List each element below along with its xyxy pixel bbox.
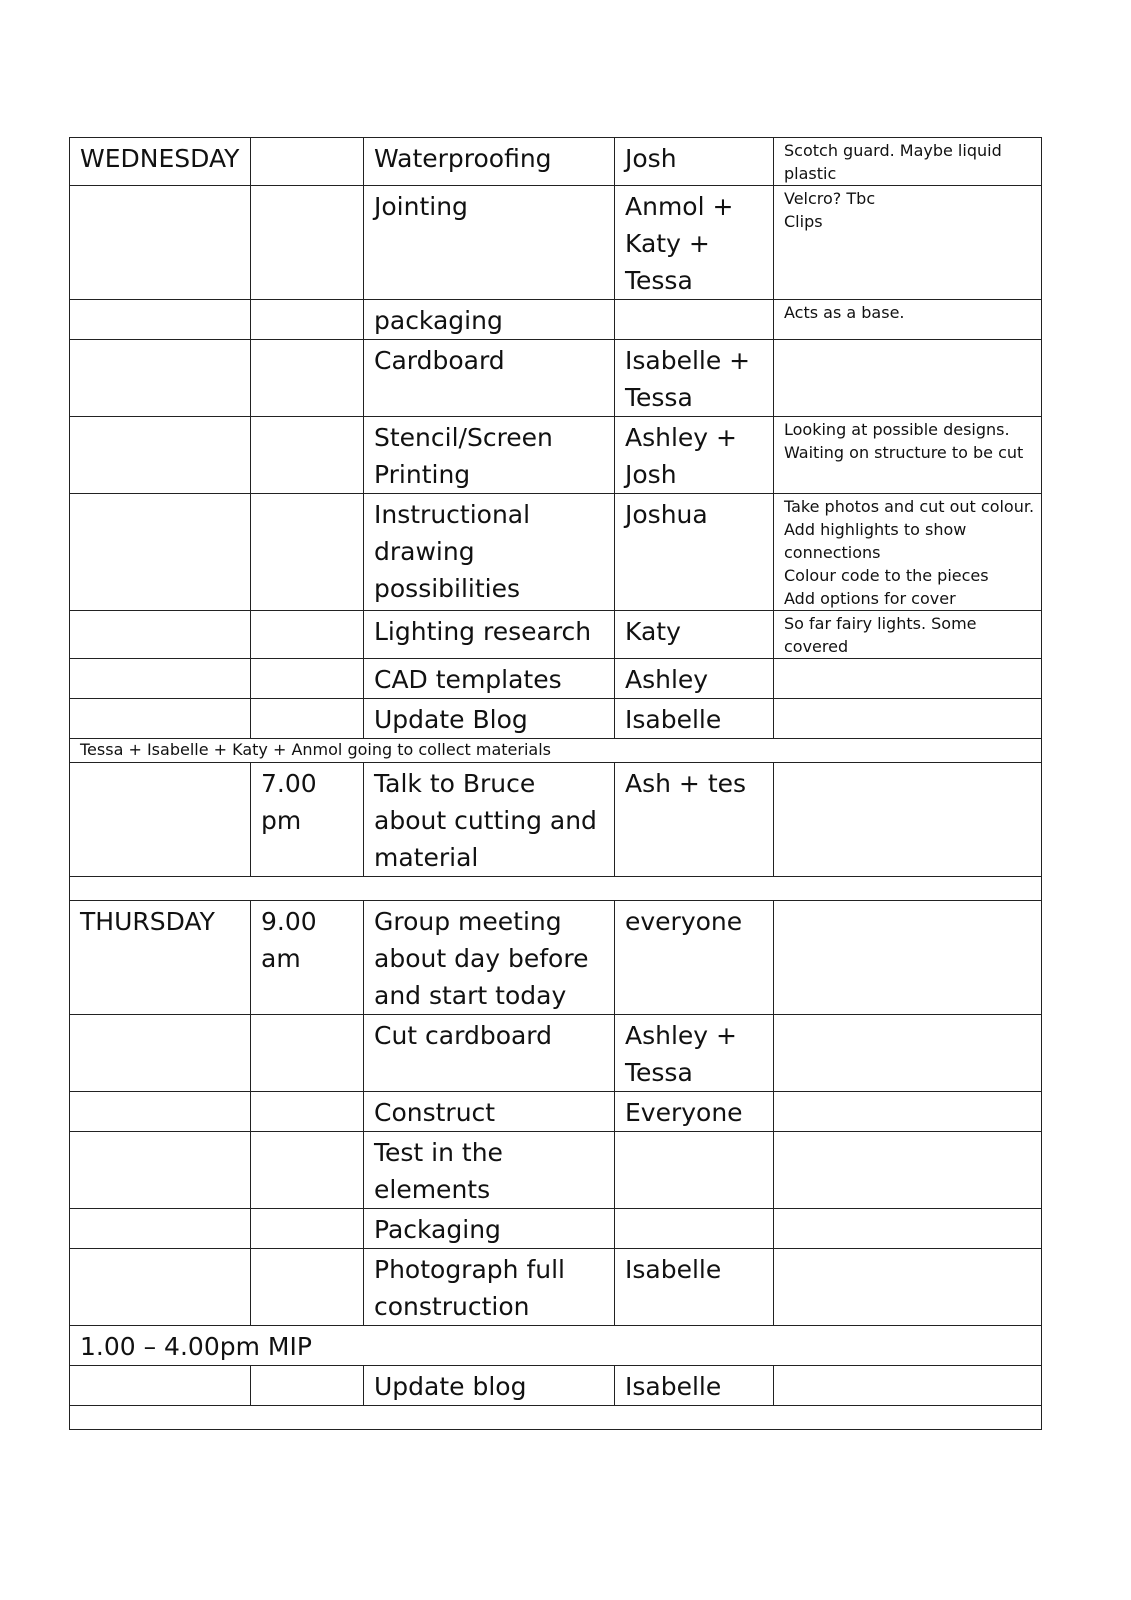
table-row (70, 699, 1042, 739)
task-cell: Update Blog (364, 699, 615, 739)
table-row (70, 1249, 1042, 1326)
table-row (70, 659, 1042, 699)
who-cell: Isabelle (615, 1249, 774, 1326)
note-cell (774, 1249, 1042, 1326)
note-cell (774, 1092, 1042, 1132)
day-cell (70, 300, 251, 340)
task-cell: Talk to Bruce about cutting and material (364, 763, 615, 877)
table-row (70, 138, 1042, 186)
day-cell (70, 1132, 251, 1209)
note-cell (774, 340, 1042, 417)
task-cell: Update blog (364, 1366, 615, 1406)
day-cell (70, 1015, 251, 1092)
day-cell-wednesday: WEDNESDAY (70, 138, 251, 186)
table-row (70, 901, 1042, 1015)
time-cell: 9.00 am (251, 901, 364, 1015)
who-cell (615, 1209, 774, 1249)
task-cell: packaging (364, 300, 615, 340)
note-cell (774, 1366, 1042, 1406)
mip-banner: 1.00 – 4.00pm MIP (70, 1326, 1042, 1366)
note-cell: Acts as a base. (774, 300, 1042, 340)
day-cell (70, 659, 251, 699)
task-cell: Test in the elements (364, 1132, 615, 1209)
day-cell (70, 494, 251, 611)
spacer-cell (70, 1406, 1042, 1430)
time-cell (251, 186, 364, 300)
note-cell: So far fairy lights. Some covered (774, 611, 1042, 659)
time-cell (251, 300, 364, 340)
who-cell: Isabelle + Tessa (615, 340, 774, 417)
table-row (70, 763, 1042, 877)
table-row (70, 300, 1042, 340)
who-cell (615, 1132, 774, 1209)
day-cell (70, 1092, 251, 1132)
time-cell (251, 1092, 364, 1132)
who-cell: Ashley + Josh (615, 417, 774, 494)
note-cell: Velcro? Tbc Clips (774, 186, 1042, 300)
time-cell (251, 340, 364, 417)
table-row (70, 186, 1042, 300)
note-cell (774, 1015, 1042, 1092)
table-row (70, 1366, 1042, 1406)
time-cell (251, 1249, 364, 1326)
collect-materials-note: Tessa + Isabelle + Katy + Anmol going to collect materials (70, 739, 1042, 763)
table-row (70, 340, 1042, 417)
who-cell: Isabelle (615, 699, 774, 739)
note-cell (774, 763, 1042, 877)
table-row (70, 611, 1042, 659)
table-row (70, 1092, 1042, 1132)
task-cell: Cut cardboard (364, 1015, 615, 1092)
table-row (70, 1209, 1042, 1249)
note-cell: Take photos and cut out colour. Add highlights to show connections Colour code to the pieces Add options for cover (774, 494, 1042, 611)
note-cell (774, 1209, 1042, 1249)
table-row (70, 494, 1042, 611)
task-cell: Instructional drawing possibilities (364, 494, 615, 611)
time-cell (251, 1015, 364, 1092)
who-cell: Ashley (615, 659, 774, 699)
note-cell (774, 699, 1042, 739)
table-row (70, 417, 1042, 494)
time-cell (251, 138, 364, 186)
day-cell (70, 611, 251, 659)
who-cell: Josh (615, 138, 774, 186)
table-row (70, 1326, 1042, 1366)
task-cell: CAD templates (364, 659, 615, 699)
who-cell: Katy (615, 611, 774, 659)
day-cell (70, 340, 251, 417)
table-row (70, 1132, 1042, 1209)
task-cell: Cardboard (364, 340, 615, 417)
day-cell (70, 417, 251, 494)
task-cell: Photograph full construction (364, 1249, 615, 1326)
time-cell (251, 494, 364, 611)
time-cell (251, 1366, 364, 1406)
who-cell: Isabelle (615, 1366, 774, 1406)
time-cell (251, 659, 364, 699)
day-cell (70, 1249, 251, 1326)
schedule-table (69, 137, 1042, 1430)
day-cell (70, 699, 251, 739)
task-cell: Group meeting about day before and start today (364, 901, 615, 1015)
time-cell (251, 1132, 364, 1209)
table-row (70, 739, 1042, 763)
note-cell: Looking at possible designs. Waiting on structure to be cut (774, 417, 1042, 494)
day-cell-thursday: THURSDAY (70, 901, 251, 1015)
spacer-cell (70, 877, 1042, 901)
who-cell: Ash + tes (615, 763, 774, 877)
task-cell: Jointing (364, 186, 615, 300)
time-cell (251, 699, 364, 739)
who-cell: Anmol + Katy + Tessa (615, 186, 774, 300)
day-cell (70, 186, 251, 300)
day-cell (70, 763, 251, 877)
task-cell: Waterproofing (364, 138, 615, 186)
task-cell: Construct (364, 1092, 615, 1132)
day-cell (70, 1209, 251, 1249)
task-cell: Lighting research (364, 611, 615, 659)
who-cell (615, 300, 774, 340)
note-cell (774, 1132, 1042, 1209)
note-cell: Scotch guard. Maybe liquid plastic (774, 138, 1042, 186)
who-cell: Everyone (615, 1092, 774, 1132)
time-cell (251, 417, 364, 494)
spacer-row (70, 1406, 1042, 1430)
note-cell (774, 901, 1042, 1015)
task-cell: Stencil/Screen Printing (364, 417, 615, 494)
time-cell (251, 611, 364, 659)
time-cell: 7.00 pm (251, 763, 364, 877)
time-cell (251, 1209, 364, 1249)
task-cell: Packaging (364, 1209, 615, 1249)
who-cell: everyone (615, 901, 774, 1015)
spacer-row (70, 877, 1042, 901)
who-cell: Joshua (615, 494, 774, 611)
table-row (70, 1015, 1042, 1092)
note-cell (774, 659, 1042, 699)
day-cell (70, 1366, 251, 1406)
who-cell: Ashley + Tessa (615, 1015, 774, 1092)
